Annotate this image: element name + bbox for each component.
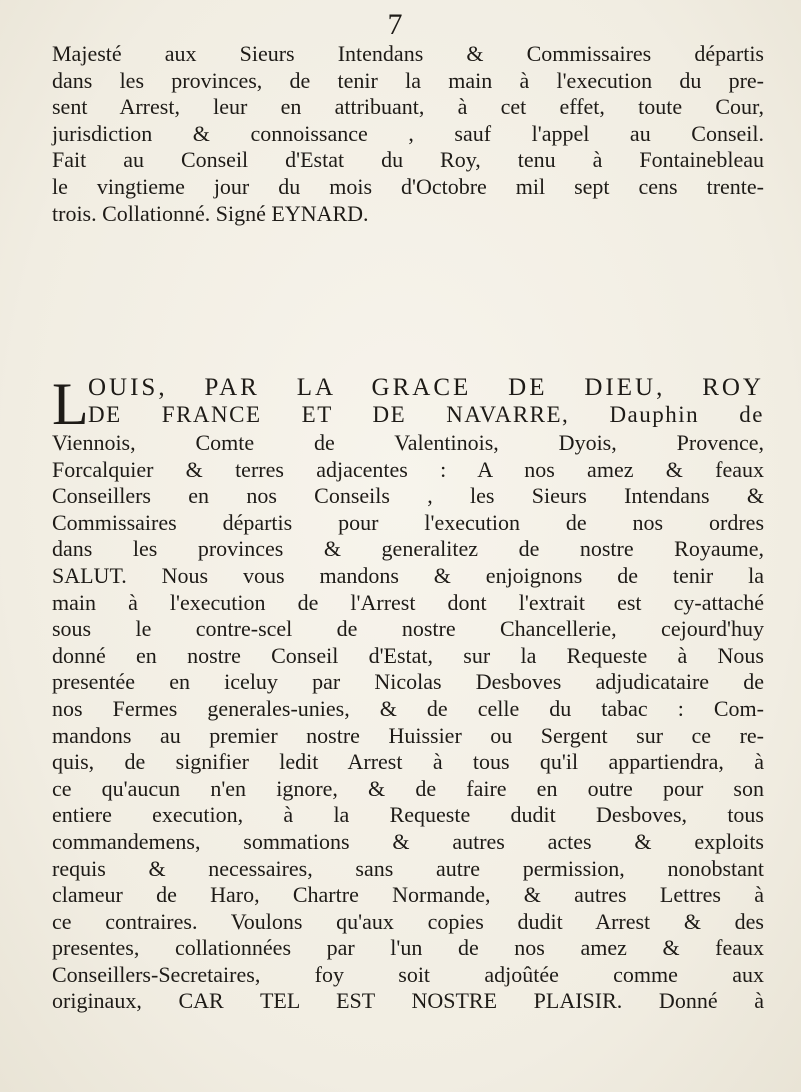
text-line: donné en nostre Conseil d'Estat, sur la Requeste à Nous bbox=[52, 642, 764, 668]
page-number: 7 bbox=[387, 8, 403, 41]
text-line: entiere execution, à la Requeste dudit Desboves, tous bbox=[52, 802, 764, 828]
text-line: mandons au premier nostre Huissier ou Sergent sur ce re- bbox=[52, 722, 764, 748]
text-line: Viennois, Comte de Valentinois, Dyois, Provence, bbox=[52, 430, 764, 455]
text-line: sent Arrest, leur en attribuant, à cet effet, toute Cour, bbox=[52, 94, 764, 120]
text-line: requis & necessaires, sans autre permission, nonobstant bbox=[52, 855, 764, 881]
text-line: SALUT. Nous vous mandons & enjoignons de tenir la bbox=[52, 562, 764, 588]
text-line: nos Fermes generales-unies, & de celle du tabac : Com- bbox=[52, 695, 764, 721]
drop-cap: L bbox=[52, 371, 89, 437]
text-line: dans les provinces & generalitez de nostre Royaume, bbox=[52, 536, 764, 562]
text-line: dans les provinces, de tenir la main à l'execution du pre- bbox=[52, 67, 764, 93]
royal-title-line-2: DE FRANCE ET DE NAVARRE, Dauphin de bbox=[88, 401, 764, 427]
text-line: Forcalquier & terres adjacentes : A nos amez & feaux bbox=[52, 456, 764, 482]
text-line: Conseillers en nos Conseils , les Sieurs Intendans & bbox=[52, 483, 764, 509]
text-line: presentes, collationnées par l'un de nos amez & feaux bbox=[52, 935, 764, 961]
text-line: clameur de Haro, Chartre Normande, & autres Lettres à bbox=[52, 882, 764, 908]
text-line: Fait au Conseil d'Estat du Roy, tenu à Fontainebleau bbox=[52, 147, 764, 173]
text-line: le vingtieme jour du mois d'Octobre mil sept cens trente- bbox=[52, 173, 764, 199]
text-line: commandemens, sommations & autres actes & exploits bbox=[52, 828, 764, 854]
text-line: Commissaires départis pour l'execution de nos ordres bbox=[52, 509, 764, 535]
text-line: Conseillers-Secretaires, foy soit adjoûtée comme aux bbox=[52, 961, 764, 987]
text-line: main à l'execution de l'Arrest dont l'extrait est cy-attaché bbox=[52, 589, 764, 615]
royal-letters-paragraph bbox=[52, 371, 764, 1015]
text-line: originaux, CAR TEL EST NOSTRE PLAISIR. Donné à bbox=[52, 988, 764, 1014]
royal-title-line-1: OUIS, PAR LA GRACE DE DIEU, ROY bbox=[88, 374, 764, 401]
text-line: presentée en iceluy par Nicolas Desboves adjudicataire de bbox=[52, 669, 764, 695]
text-line-signature: trois. Collationné. Signé EYNARD. bbox=[52, 200, 369, 226]
arrest-conclusion-paragraph bbox=[52, 41, 764, 227]
text-line: ce contraires. Voulons qu'aux copies dudit Arrest & des bbox=[52, 908, 764, 934]
text-line: sous le contre-scel de nostre Chancellerie, cejourd'huy bbox=[52, 616, 764, 642]
text-line: Majesté aux Sieurs Intendans & Commissaires départis bbox=[52, 41, 764, 66]
text-line: jurisdiction & connoissance , sauf l'appel au Conseil. bbox=[52, 120, 764, 146]
text-line: quis, de signifier ledit Arrest à tous qu'il appartiendra, à bbox=[52, 749, 764, 775]
text-line: ce qu'aucun n'en ignore, & de faire en outre pour son bbox=[52, 775, 764, 801]
